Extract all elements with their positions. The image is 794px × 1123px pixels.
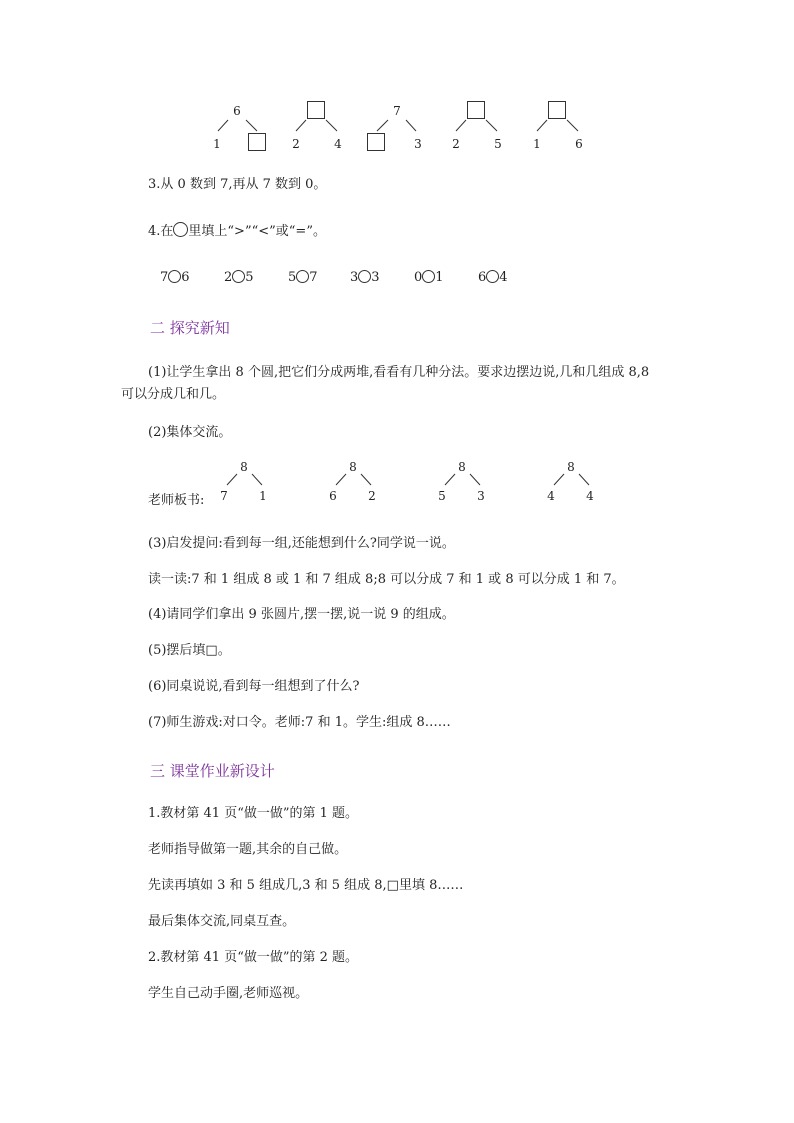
comparison-left: 2 [224,270,233,285]
board-left-number: 6 [329,489,337,503]
board-right-number: 3 [477,489,485,503]
board-right-number: 4 [586,489,594,503]
board-left-number: 7 [220,489,228,503]
paragraph: 1.教材第 41 页“做一做”的第 1 题。 [148,806,359,821]
comparison-left: 7 [160,270,169,285]
paragraph: (5)摆后填□。 [148,643,231,658]
comparison-right: 3 [371,270,380,285]
bond-left-number: 2 [292,137,300,151]
bond-left-number: 1 [213,137,221,151]
paragraph: (2)集体交流。 [148,425,232,440]
comparison-right: 7 [309,270,318,285]
bond-top-number: 7 [393,104,401,118]
item4-prefix: 4.在 [148,224,174,239]
exercise-item-3: 3.从 0 数到 7,再从 7 数到 0。 [148,177,327,192]
paragraph: (3)启发提问:看到每一组,还能想到什么?同学说一说。 [148,536,455,551]
paragraph: 学生自己动手圈,老师巡视。 [148,986,309,1001]
paragraph: (6)同桌说说,看到每一组想到了什么? [148,679,360,694]
board-left-number: 5 [438,489,446,503]
paragraph: 先读再填如 3 和 5 组成几,3 和 5 组成 8,□里填 8…… [148,878,464,893]
item4-suffix: 里填上“>”“<”或“=”。 [188,224,326,239]
comparison-right: 1 [435,270,444,285]
board-label: 老师板书: [148,493,205,508]
bond-right-number: 4 [334,137,342,151]
section-heading: 三 课堂作业新设计 [150,762,275,780]
bond-top-number: 6 [233,104,241,118]
bond-left-number: 2 [452,137,460,151]
comparison-left: 0 [414,270,423,285]
bond-right-number: 6 [575,137,583,151]
paragraph: 2.教材第 41 页“做一做”的第 2 题。 [148,950,359,965]
paragraph: 读一读:7 和 1 组成 8 或 1 和 7 组成 8;8 可以分成 7 和 1 或 8 可以分成 1 和 7。 [148,572,625,587]
board-top-number: 8 [458,460,466,474]
paragraph: 老师指导做第一题,其余的自己做。 [148,842,348,857]
comparison-right: 5 [245,270,254,285]
section-heading: 二 探究新知 [150,319,230,337]
board-right-number: 1 [259,489,267,503]
board-left-number: 4 [547,489,555,503]
bond-right-number: 3 [414,137,422,151]
comparison-left: 5 [288,270,297,285]
paragraph: (7)师生游戏:对口令。老师:7 和 1。学生:组成 8…… [148,715,451,730]
paragraph: 最后集体交流,同桌互查。 [148,914,296,929]
board-top-number: 8 [240,460,248,474]
paragraph: 可以分成几和几。 [121,387,226,402]
board-top-number: 8 [567,460,575,474]
comparison-right: 6 [181,270,190,285]
paragraph: (4)请同学们拿出 9 张圆片,摆一摆,说一说 9 的组成。 [148,607,455,622]
bond-left-number: 1 [533,137,541,151]
board-top-number: 8 [349,460,357,474]
bond-right-number: 5 [494,137,502,151]
comparison-right: 4 [499,270,508,285]
paragraph: (1)让学生拿出 8 个圆,把它们分成两堆,看看有几种分法。要求边摆边说,几和几组成 8,8 [148,365,650,380]
comparison-left: 6 [478,270,487,285]
comparison-left: 3 [350,270,359,285]
board-right-number: 2 [368,489,376,503]
